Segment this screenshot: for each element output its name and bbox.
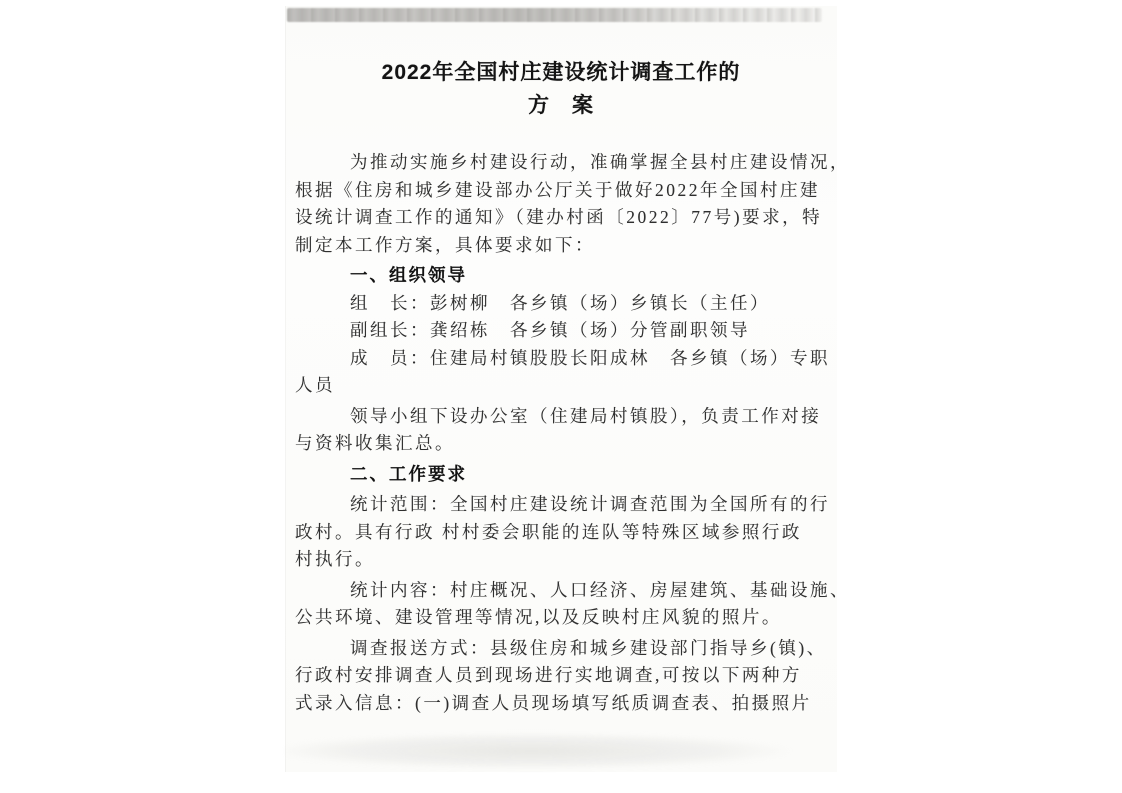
body-line: 设统计调查工作的通知》（建办村函〔2022〕77号)要求，特 (295, 207, 823, 227)
body-line: 制定本工作方案，具体要求如下： (295, 234, 595, 255)
document-title-line-1: 2022年全国村庄建设统计调查工作的 (381, 61, 741, 84)
body-line: 公共环境、建设管理等情况,以及反映村庄风貌的照片。 (295, 607, 782, 627)
document-body (285, 149, 850, 717)
body-line: 统计内容：村庄概况、人口经济、房屋建筑、基础设施、 (350, 579, 850, 600)
scan-shadow-artifact (285, 728, 833, 774)
body-line: 式录入信息：(一)调查人员现场填写纸质调查表、拍摄照片 (295, 692, 812, 713)
body-line: 村执行。 (295, 549, 375, 569)
body-line: 组 长：彭树柳 各乡镇（场）乡镇长（主任） (350, 292, 770, 313)
body-line: 调查报送方式：县级住房和城乡建设部门指导乡(镇)、 (350, 637, 827, 658)
body-line: 成 员：住建局村镇股股长阳成林 各乡镇（场）专职 (350, 347, 830, 368)
document-title-line-2: 方 案 (528, 94, 594, 117)
body-line: 为推动实施乡村建设行动，准确掌握全县村庄建设情况， (350, 152, 850, 172)
document-title (285, 56, 837, 122)
scan-edge-artifact (287, 8, 822, 22)
body-line: 与资料收集汇总。 (295, 433, 455, 453)
body-line: 政村。具有行政 村村委会职能的连队等特殊区域参照行政 (295, 521, 802, 542)
body-line: 行政村安排调查人员到现场进行实地调查,可按以下两种方 (295, 665, 802, 685)
body-line: 人员 (295, 375, 335, 395)
body-line: 领导小组下设办公室（住建局村镇股），负责工作对接 (350, 405, 822, 426)
body-line: 副组长：龚绍栋 各乡镇（场）分管副职领导 (350, 320, 750, 340)
section-heading-1: 一、组织领导 (350, 265, 467, 285)
scanned-page (285, 6, 850, 772)
section-heading-2: 二、工作要求 (350, 463, 467, 484)
body-line: 根据《住房和城乡建设部办公厅关于做好2022年全国村庄建 (295, 179, 820, 200)
body-line: 统计范围：全国村庄建设统计调查范围为全国所有的行 (350, 494, 830, 514)
